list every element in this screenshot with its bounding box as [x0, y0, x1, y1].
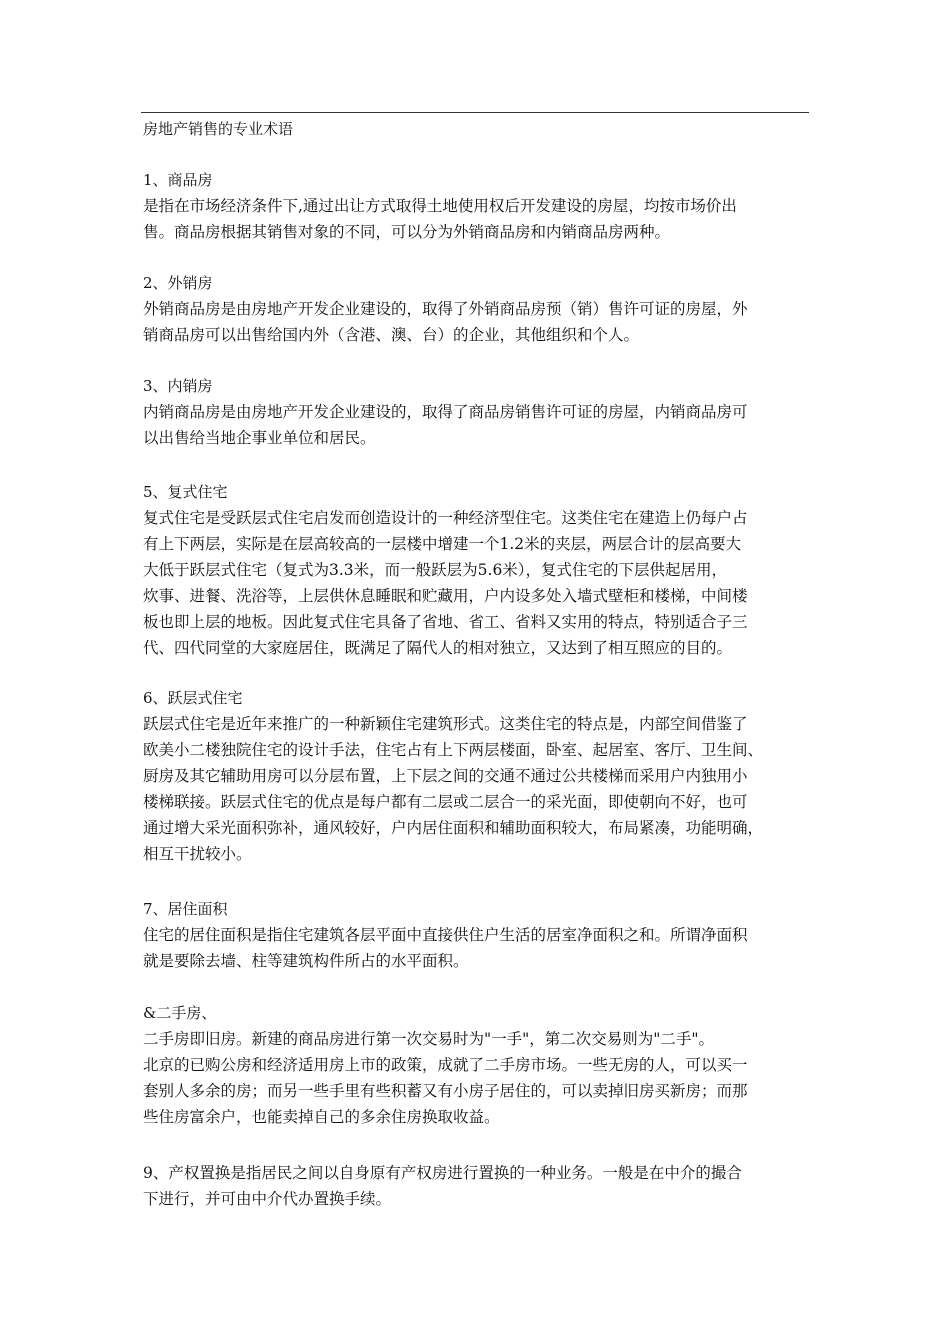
section-second-hand-housing [143, 1000, 811, 1130]
paragraph-line: 有上下两层，实际是在层高较高的一层楼中增建一个1.2米的夹层，两层合计的层高要大 [143, 535, 742, 553]
paragraph-line: 通过增大采光面积弥补，通风较好，户内居住面积和辅助面积较大，布局紧凑，功能明确， [143, 819, 764, 837]
paragraph-line: 板也即上层的地板。因此复式住宅具备了省地、省工、省料又实用的特点，特别适合子三 [143, 613, 748, 631]
paragraph-line: 大低于跃层式住宅（复式为3.3米，而一般跃层为5.6米），复式住宅的下层供起居用， [143, 561, 728, 579]
paragraph-line: 代、四代同堂的大家庭居住，既满足了隔代人的相对独立，又达到了相互照应的目的。 [143, 639, 733, 657]
paragraph-line: 售。商品房根据其销售对象的不同，可以分为外销商品房和内销商品房两种。 [143, 223, 671, 241]
paragraph-line: 北京的已购公房和经济适用房上市的政策，成就了二手房市场。一些无房的人，可以买一 [143, 1056, 748, 1074]
section-export-housing [143, 270, 811, 348]
section-heading: 7、居住面积 [143, 900, 228, 918]
paragraph-line: 套别人多余的房；而另一些手里有些积蓄又有小房子居住的，可以卖掉旧房买新房；而那 [143, 1082, 748, 1100]
paragraph-line: 复式住宅是受跃层式住宅启发而创造设计的一种经济型住宅。这类住宅在建造上仍每户占 [143, 509, 748, 527]
section-property-exchange [143, 1160, 811, 1212]
section-living-area [143, 896, 811, 974]
paragraph-line: 楼梯联接。跃层式住宅的优点是每户都有二层或二层合一的采光面，即使朝向不好，也可 [143, 793, 748, 811]
section-heading: 3、内销房 [143, 377, 213, 395]
paragraph-line: 住宅的居住面积是指住宅建筑各层平面中直接供住户生活的居室净面积之和。所谓净面积 [143, 926, 748, 944]
paragraph-line: 欧美小二楼独院住宅的设计手法，住宅占有上下两层楼面，卧室、起居室、客厅、卫生间、 [143, 741, 764, 759]
paragraph-line: 销商品房可以出售给国内外（含港、澳、台）的企业，其他组织和个人。 [143, 326, 640, 344]
paragraph-line: 相互干扰较小。 [143, 845, 252, 863]
paragraph-line: 些住房富余户，也能卖掉自己的多余住房换取收益。 [143, 1108, 500, 1126]
section-heading: &二手房、 [143, 1004, 217, 1022]
paragraph-line: 跃层式住宅是近年来推广的一种新颖住宅建筑形式。这类住宅的特点是，内部空间借鉴了 [143, 715, 748, 733]
paragraph-line: 内销商品房是由房地产开发企业建设的，取得了商品房销售许可证的房屋，内销商品房可 [143, 403, 748, 421]
paragraph-line: 9、产权置换是指居民之间以自身原有产权房进行置换的一种业务。一般是在中介的撮合 [143, 1164, 742, 1182]
section-duplex-residence [143, 479, 811, 661]
section-heading: 1、商品房 [143, 171, 213, 189]
paragraph-line: 炊事、进餐、洗浴等，上层供休息睡眠和贮藏用，户内设多处入墙式壁柜和楼梯，中间楼 [143, 587, 748, 605]
section-commercial-housing [143, 167, 811, 245]
section-split-level-residence [143, 685, 811, 867]
paragraph-line: 外销商品房是由房地产开发企业建设的，取得了外销商品房预（销）售许可证的房屋，外 [143, 300, 748, 318]
paragraph-line: 厨房及其它辅助用房可以分层布置，上下层之间的交通不通过公共楼梯而采用户内独用小 [143, 767, 748, 785]
section-heading: 5、复式住宅 [143, 483, 228, 501]
section-heading: 6、跃层式住宅 [143, 689, 243, 707]
paragraph-line: 下进行，并可由中介代办置换手续。 [143, 1190, 392, 1208]
paragraph-line: 以出售给当地企事业单位和居民。 [143, 429, 376, 447]
paragraph-line: 是指在市场经济条件下,通过出让方式取得土地使用权后开发建设的房屋，均按市场价出 [143, 197, 737, 215]
section-heading: 2、外销房 [143, 274, 213, 292]
header-rule [141, 112, 809, 113]
section-domestic-housing [143, 373, 811, 451]
paragraph-line: 二手房即旧房。新建的商品房进行第一次交易时为"一手"，第二次交易则为"二手"。 [143, 1030, 715, 1048]
paragraph-line: 就是要除去墙、柱等建筑构件所占的水平面积。 [143, 952, 469, 970]
document-title: 房地产销售的专业术语 [143, 120, 294, 138]
